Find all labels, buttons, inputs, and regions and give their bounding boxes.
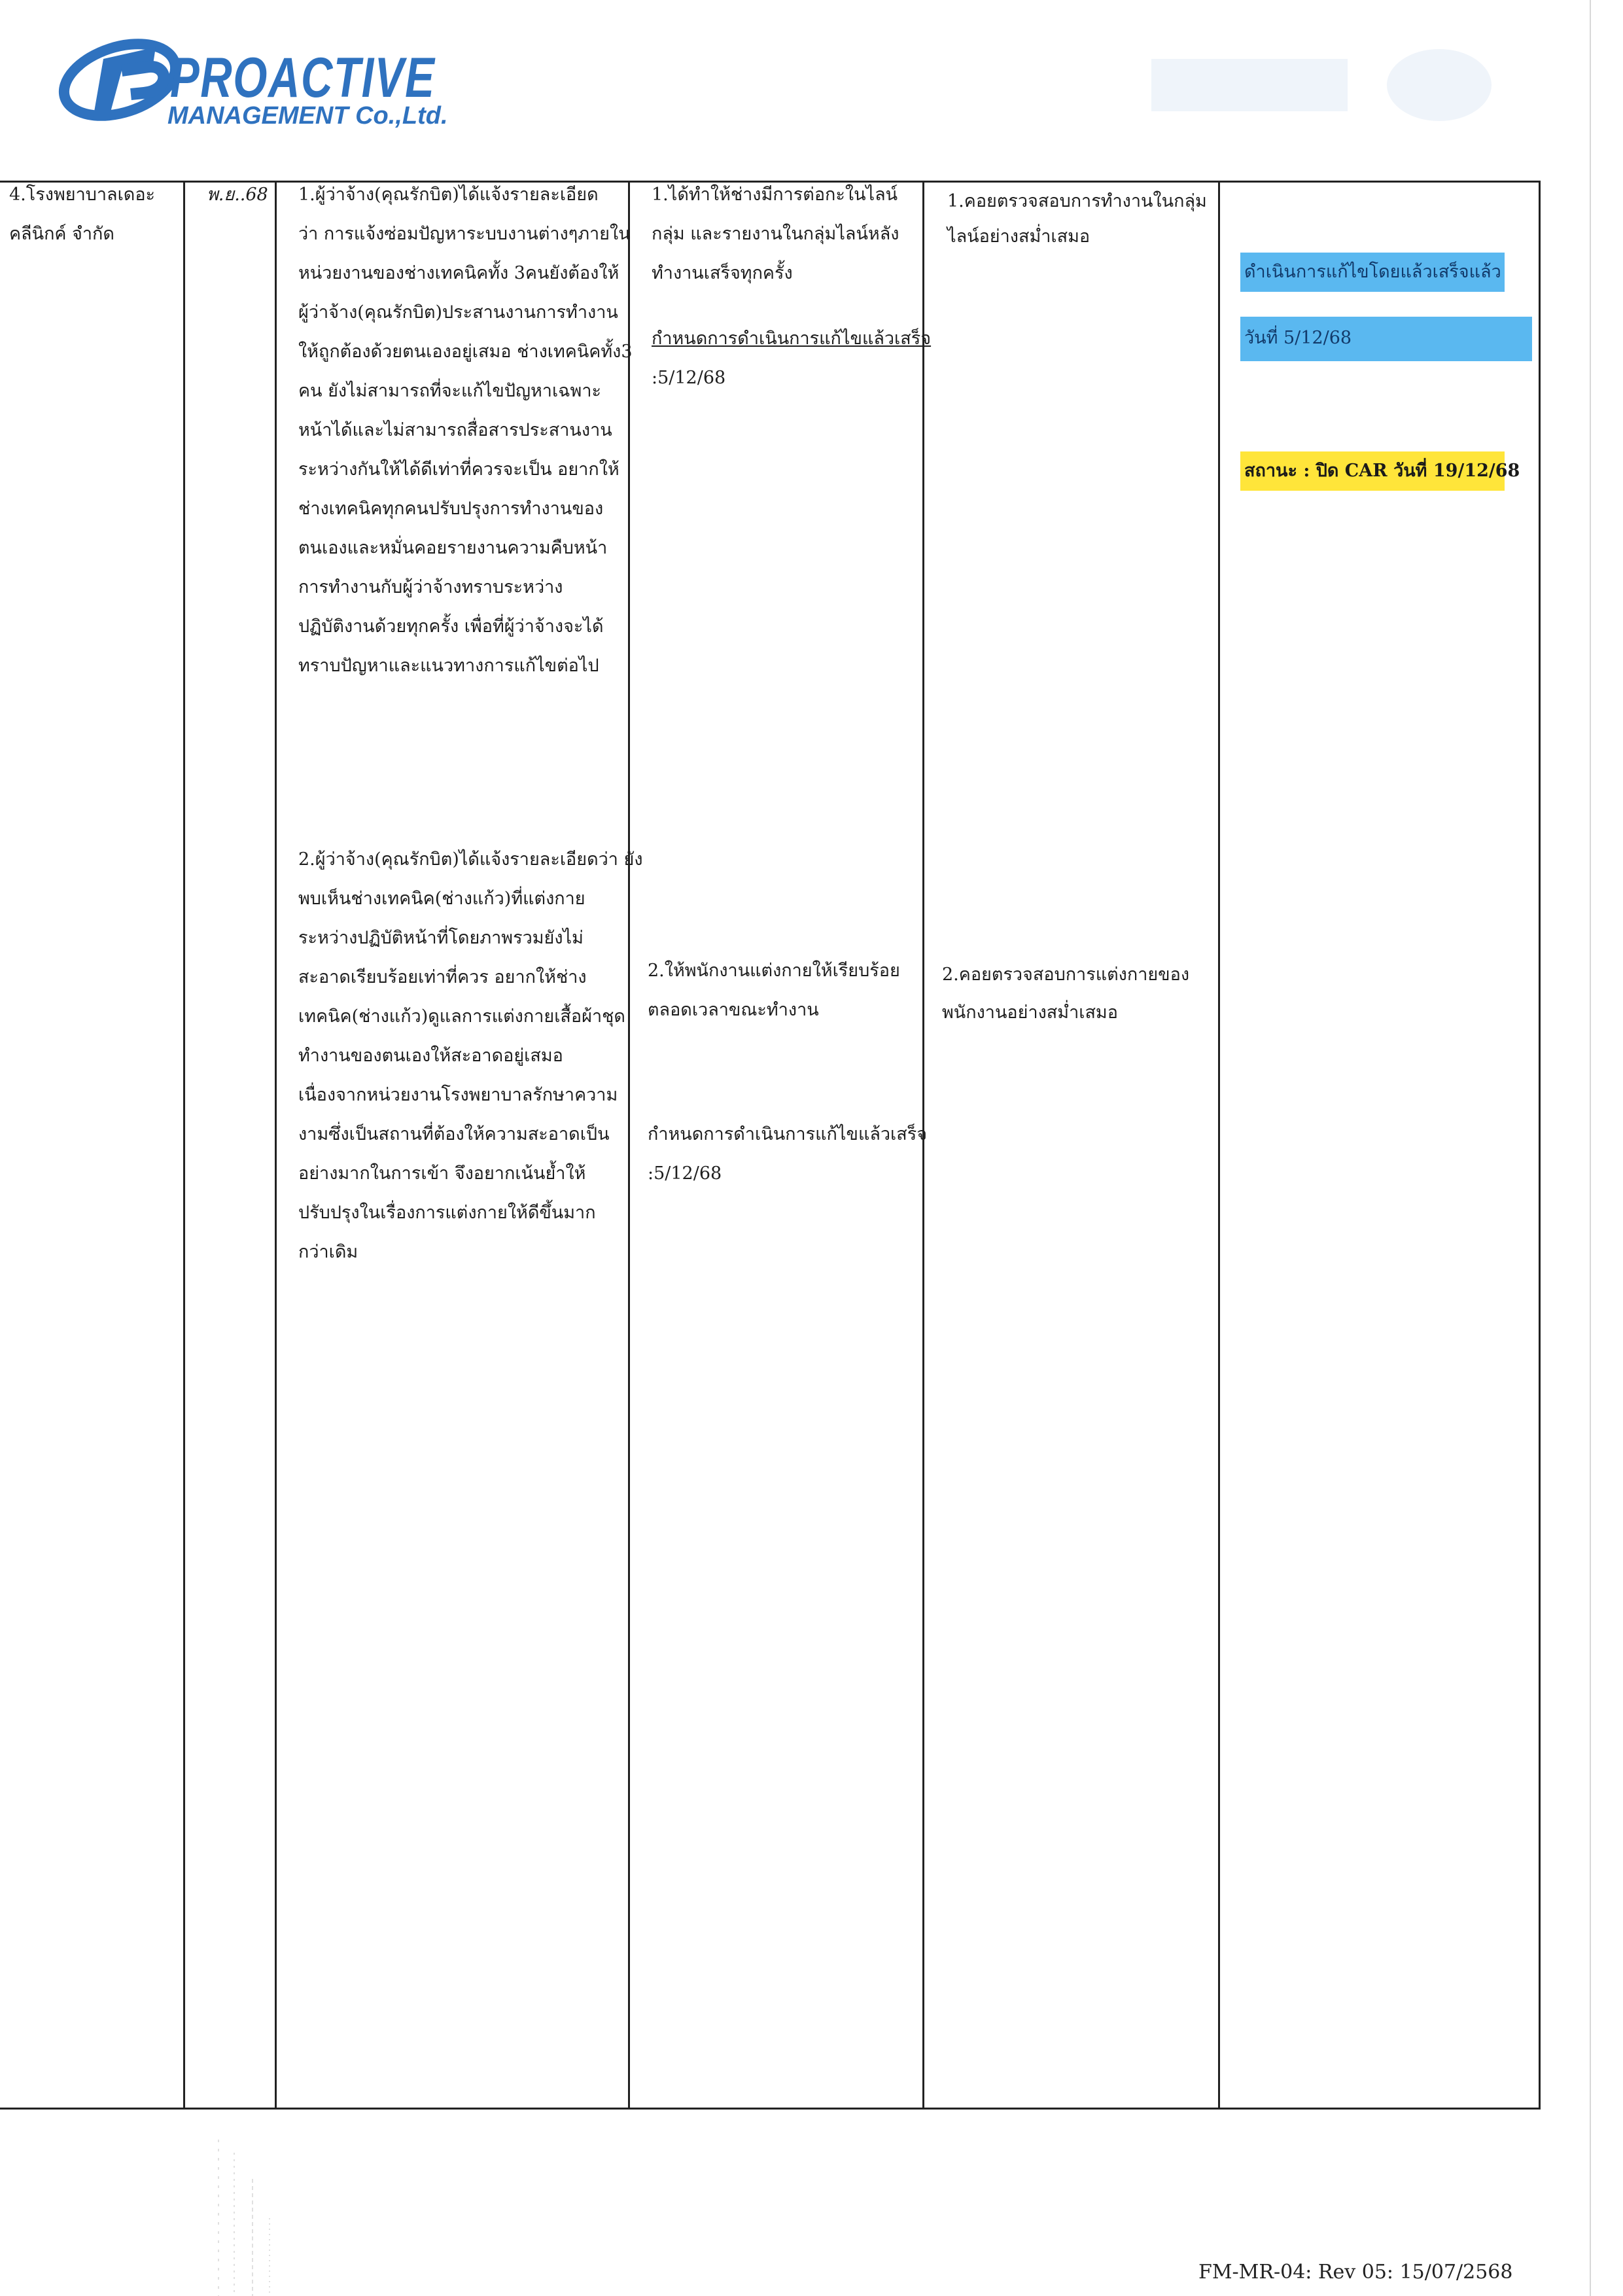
issue-line: สะอาดเรียบร้อยเท่าที่ควร อยากให้ช่าง: [298, 967, 587, 987]
status-completed-date: วันที่ 5/12/68: [1240, 317, 1532, 361]
issue-line: หน่วยงานของช่างเทคนิคทั้ง 3คนยังต้องให้: [298, 263, 620, 283]
issue-line: ทำงานของตนเองให้สะอาดอยู่เสมอ: [298, 1046, 563, 1066]
status-close-car: สถานะ : ปิด CAR วันที่ 19/12/68: [1240, 451, 1505, 491]
issue-month: พ.ย..68: [207, 185, 268, 205]
issue-line: ผู้ว่าจ้าง(คุณรักบิต)ประสานงานการทำงาน: [298, 302, 618, 323]
preventive-action-line: พนักงานอย่างสม่ำเสมอ: [942, 1002, 1118, 1023]
customer-name-line: คลีนิกค์ จำกัด: [9, 224, 114, 244]
issue-line: 1.ผู้ว่าจ้าง(คุณรักบิต)ได้แจ้งรายละเอียด: [298, 185, 599, 205]
issue-line: ระหว่างปฏิบัติหน้าที่โดยภาพรวมยังไม่: [298, 928, 584, 948]
preventive-action-line: 1.คอยตรวจสอบการทำงานในกลุ่ม: [947, 191, 1207, 211]
issue-line: เทคนิค(ช่างแก้ว)ดูแลการแต่งกายเสื้อผ้าชุด: [298, 1006, 625, 1027]
preventive-action-line: 2.คอยตรวจสอบการแต่งกายของ: [942, 964, 1190, 985]
deadline-date: :5/12/68: [652, 368, 726, 388]
column-divider: [628, 181, 630, 2110]
customer-name-line: 4.โรงพยาบาลเดอะ: [9, 185, 156, 205]
corrective-action-line: ทำงานเสร็จทุกครั้ง: [652, 263, 793, 283]
issue-line: หน้าได้และไม่สามารถสื่อสารประสานงาน: [298, 420, 612, 440]
corrective-action-line: 2.ให้พนักงานแต่งกายให้เรียบร้อย: [648, 961, 900, 981]
issue-line: ให้ถูกต้องด้วยตนเองอยู่เสมอ ช่างเทคนิคทั้ง3: [298, 342, 633, 362]
issue-line: อย่างมากในการเข้า จึงอยากเน้นย้ำให้: [298, 1163, 586, 1184]
preventive-action-line: ไลน์อย่างสม่ำเสมอ: [947, 226, 1091, 247]
deadline-label: กำหนดการดำเนินการแก้ไขแล้วเสร็จ: [652, 328, 932, 349]
document-code: FM-MR-04: Rev 05: 15/07/2568: [1198, 2261, 1513, 2284]
scan-edge: [1590, 0, 1591, 2296]
company-subtitle: MANAGEMENT Co.,Ltd.: [167, 102, 448, 130]
ghost-watermark-icon: [1151, 46, 1505, 124]
issue-line: ว่า การแจ้งซ่อมปัญหาระบบงานต่างๆภายใน: [298, 224, 631, 244]
issue-line: พบเห็นช่างเทคนิค(ช่างแก้ว)ที่แต่งกาย: [298, 889, 585, 909]
issue-line: การทำงานกับผู้ว่าจ้างทราบระหว่าง: [298, 577, 563, 597]
column-divider: [183, 181, 185, 2110]
corrective-action-line: 1.ได้ทำให้ช่างมีการต่อกะในไลน์: [652, 185, 898, 205]
issue-line: งามซึ่งเป็นสถานที่ต้องให้ความสะอาดเป็น: [298, 1124, 610, 1144]
issue-line: ทราบปัญหาและแนวทางการแก้ไขต่อไป: [298, 656, 599, 676]
issue-line: ตนเองและหมั่นคอยรายงานความคืบหน้า: [298, 538, 608, 558]
scan-noise-icon: [215, 2140, 277, 2296]
status-completed-text: ดำเนินการแก้ไขโดยแล้วเสร็จแล้ว: [1240, 253, 1505, 292]
issue-line: 2.ผู้ว่าจ้าง(คุณรักบิต)ได้แจ้งรายละเอียดว่า ยัง: [298, 849, 643, 870]
deadline-label: กำหนดการดำเนินการแก้ไขแล้วเสร็จ: [648, 1124, 928, 1144]
issue-line: ระหว่างกันให้ได้ดีเท่าที่ควรจะเป็น อยากให้: [298, 459, 620, 480]
column-divider: [1218, 181, 1220, 2110]
issue-line: ช่างเทคนิคทุกคนปรับปรุงการทำงานของ: [298, 499, 604, 519]
issue-line: ปฏิบัติงานด้วยทุกครั้ง เพื่อที่ผู้ว่าจ้างจะได้: [298, 616, 604, 637]
deadline-date: :5/12/68: [648, 1163, 722, 1184]
corrective-action-line: ตลอดเวลาขณะทำงาน: [648, 1000, 819, 1020]
issue-line: ปรับปรุงในเรื่องการแต่งกายให้ดีขึ้นมาก: [298, 1203, 596, 1223]
company-logo: [58, 33, 448, 131]
column-divider: [275, 181, 277, 2110]
corrective-action-line: กลุ่ม และรายงานในกลุ่มไลน์หลัง: [652, 224, 899, 244]
issue-line: คน ยังไม่สามารถที่จะแก้ไขปัญหาเฉพาะ: [298, 381, 602, 401]
issue-line: กว่าเดิม: [298, 1242, 358, 1262]
issue-line: เนื่องจากหน่วยงานโรงพยาบาลรักษาความ: [298, 1085, 618, 1105]
company-name: PROACTIVE: [170, 46, 436, 109]
